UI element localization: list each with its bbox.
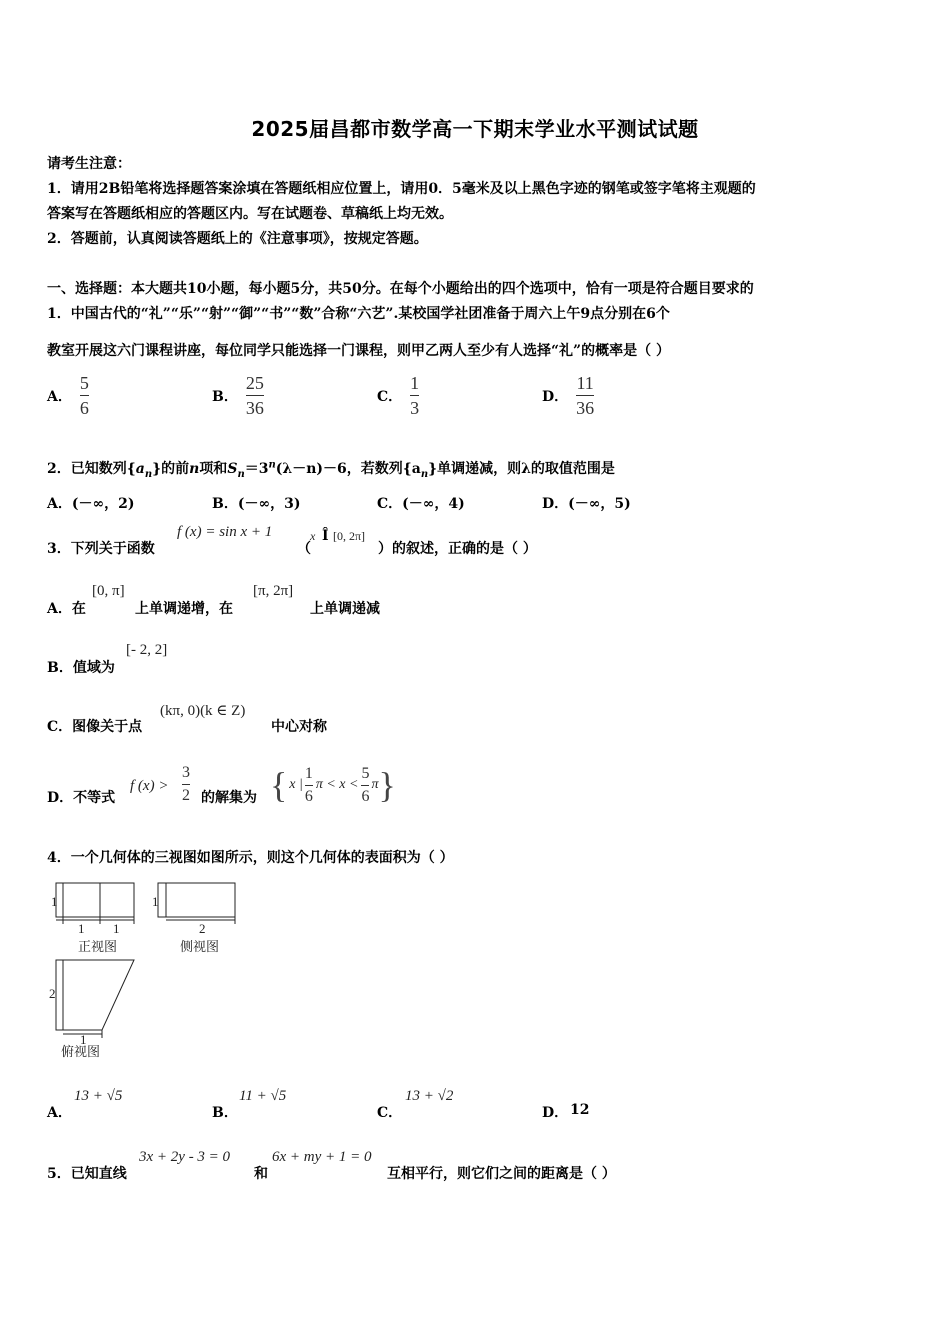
range-set: [- 2, 2] bbox=[126, 642, 168, 658]
dim-front-width-left: 1 bbox=[78, 921, 85, 936]
q3-option-a-label: A．在 bbox=[47, 601, 86, 617]
q4-option-d-label: D． bbox=[542, 1105, 569, 1121]
q4-option-a-label: A． bbox=[47, 1105, 72, 1121]
question-2: 2．已知数列$\{a_n\}$的前n项和$S_n=3^n(\lambda-n)-6$，若数列$\{a_n\}$单调递减，则λ的取值范围是 bbox=[47, 459, 615, 480]
notice-heading: 请考生注意： bbox=[47, 156, 131, 172]
front-view-shape bbox=[56, 883, 134, 917]
q2-option-c: C．(－∞，4) bbox=[377, 496, 465, 512]
question-5-suffix: 互相平行，则它们之间的距离是（ ） bbox=[387, 1166, 616, 1182]
side-view-label: 侧视图 bbox=[180, 940, 220, 955]
page-title: 2025届昌都市数学高一下期末学业水平测试试题 bbox=[251, 117, 699, 141]
domain-in: Î bbox=[322, 528, 329, 544]
notice-item-2: 2．答题前，认真阅读答题纸上的《注意事项》，按规定答题。 bbox=[47, 231, 428, 247]
side-view-shape bbox=[158, 883, 235, 917]
dim-front-height: 1 bbox=[51, 894, 58, 909]
q1-option-b: B． $\frac{25}{36}$ bbox=[212, 373, 264, 418]
dim-top-height: 2 bbox=[49, 986, 56, 1001]
domain-set: [0, 2π] bbox=[333, 529, 366, 543]
dim-top-width: 1 bbox=[80, 1032, 87, 1047]
dim-side-height: 1 bbox=[152, 894, 159, 909]
q3-option-d-label: D．不等式 bbox=[47, 790, 116, 806]
paren-open: （ bbox=[297, 541, 311, 557]
q3-option-d-mid: 的解集为 bbox=[201, 790, 257, 806]
section-heading: 一、选择题：本大题共10小题，每小题5分，共50分。在每个小题给出的四个选项中，恰有一项是符合题目要求的 bbox=[47, 281, 754, 297]
question-1-line-1: 1．中国古代的“礼”“乐”“射”“御”“书”“数”合称“六艺”.某校国学社团准备于周六上午9点分别在6个 bbox=[47, 306, 670, 322]
q3-option-b-label: B．值域为 bbox=[47, 660, 115, 676]
q3-option-c-end: 中心对称 bbox=[271, 719, 327, 735]
question-4: 4．一个几何体的三视图如图所示，则这个几何体的表面积为（ ） bbox=[47, 850, 454, 866]
dim-front-width-right: 1 bbox=[113, 921, 120, 936]
three-view-diagram bbox=[45, 876, 255, 1066]
q3-option-c-label: C．图像关于点 bbox=[47, 719, 143, 735]
q3-option-a-end: 上单调递减 bbox=[310, 601, 380, 617]
q2-option-d: D．(－∞，5) bbox=[542, 496, 631, 512]
q2-option-b: B．(－∞，3) bbox=[212, 496, 301, 512]
front-view-label: 正视图 bbox=[78, 940, 118, 955]
fraction-three-halves: 3 2 bbox=[182, 764, 190, 804]
notice-item-1-line-1: 1．请用2B铅笔将选择题答案涂填在答题纸相应位置上，请用0．5毫米及以上黑色字迹的钢笔或签字笔将主观题的 bbox=[47, 181, 756, 197]
line-equation-1: 3x + 2y - 3 = 0 bbox=[139, 1149, 231, 1165]
q4-option-d-expr: 12 bbox=[570, 1102, 590, 1118]
and-text: 和 bbox=[254, 1166, 268, 1182]
fraction: $\frac{25}{36}$ bbox=[245, 373, 264, 418]
question-1-line-2: 教室开展这六门课程讲座，每位同学只能选择一门课程，则甲乙两人至少有人选择“礼”的概率是（ ） bbox=[47, 343, 670, 359]
q4-option-b-expr: 11 + √5 bbox=[239, 1088, 287, 1104]
domain-var: x bbox=[310, 529, 316, 543]
interval-1: [0, π] bbox=[92, 583, 125, 599]
question-3-prefix: 3．下列关于函数 bbox=[47, 541, 155, 557]
q1-option-c: C． $\frac{1}{3}$ bbox=[377, 373, 420, 418]
fraction: $\frac{5}{6}$ bbox=[79, 373, 89, 418]
q4-option-c-label: C． bbox=[377, 1105, 403, 1121]
question-5-prefix: 5．已知直线 bbox=[47, 1166, 127, 1182]
interval-2: [π, 2π] bbox=[253, 583, 294, 599]
function-expression: f (x) = sin x + 1 bbox=[177, 524, 273, 540]
inequality: f (x) > bbox=[130, 778, 169, 794]
solution-set: { x | $\frac{1}{6}$ π < x < $\frac{5}{6}$ π } bbox=[270, 764, 396, 805]
q4-option-b-label: B． bbox=[212, 1105, 238, 1121]
q4-option-a-expr: 13 + √5 bbox=[74, 1088, 123, 1104]
notice-item-1-line-2: 答案写在答题纸相应的答题区内。写在试题卷、草稿纸上均无效。 bbox=[47, 206, 453, 222]
q3-option-a-mid: 上单调递增，在 bbox=[135, 601, 233, 617]
dim-side-width: 2 bbox=[199, 921, 206, 936]
top-view-shape bbox=[56, 960, 134, 1030]
q1-option-a: A． $\frac{5}{6}$ bbox=[47, 373, 89, 418]
q2-option-a: A．(－∞，2) bbox=[47, 496, 135, 512]
question-3-suffix: ）的叙述，正确的是（ ） bbox=[378, 541, 537, 557]
fraction: $\frac{1}{3}$ bbox=[410, 373, 420, 418]
q1-option-d: D． $\frac{11}{36}$ bbox=[542, 373, 595, 418]
line-equation-2: 6x + my + 1 = 0 bbox=[272, 1149, 372, 1165]
top-view-label: 俯视图 bbox=[61, 1045, 101, 1060]
fraction: $\frac{11}{36}$ bbox=[576, 373, 595, 418]
center-point: (kπ, 0)(k ∈ Z) bbox=[160, 703, 246, 719]
q4-option-c-expr: 13 + √2 bbox=[405, 1088, 454, 1104]
